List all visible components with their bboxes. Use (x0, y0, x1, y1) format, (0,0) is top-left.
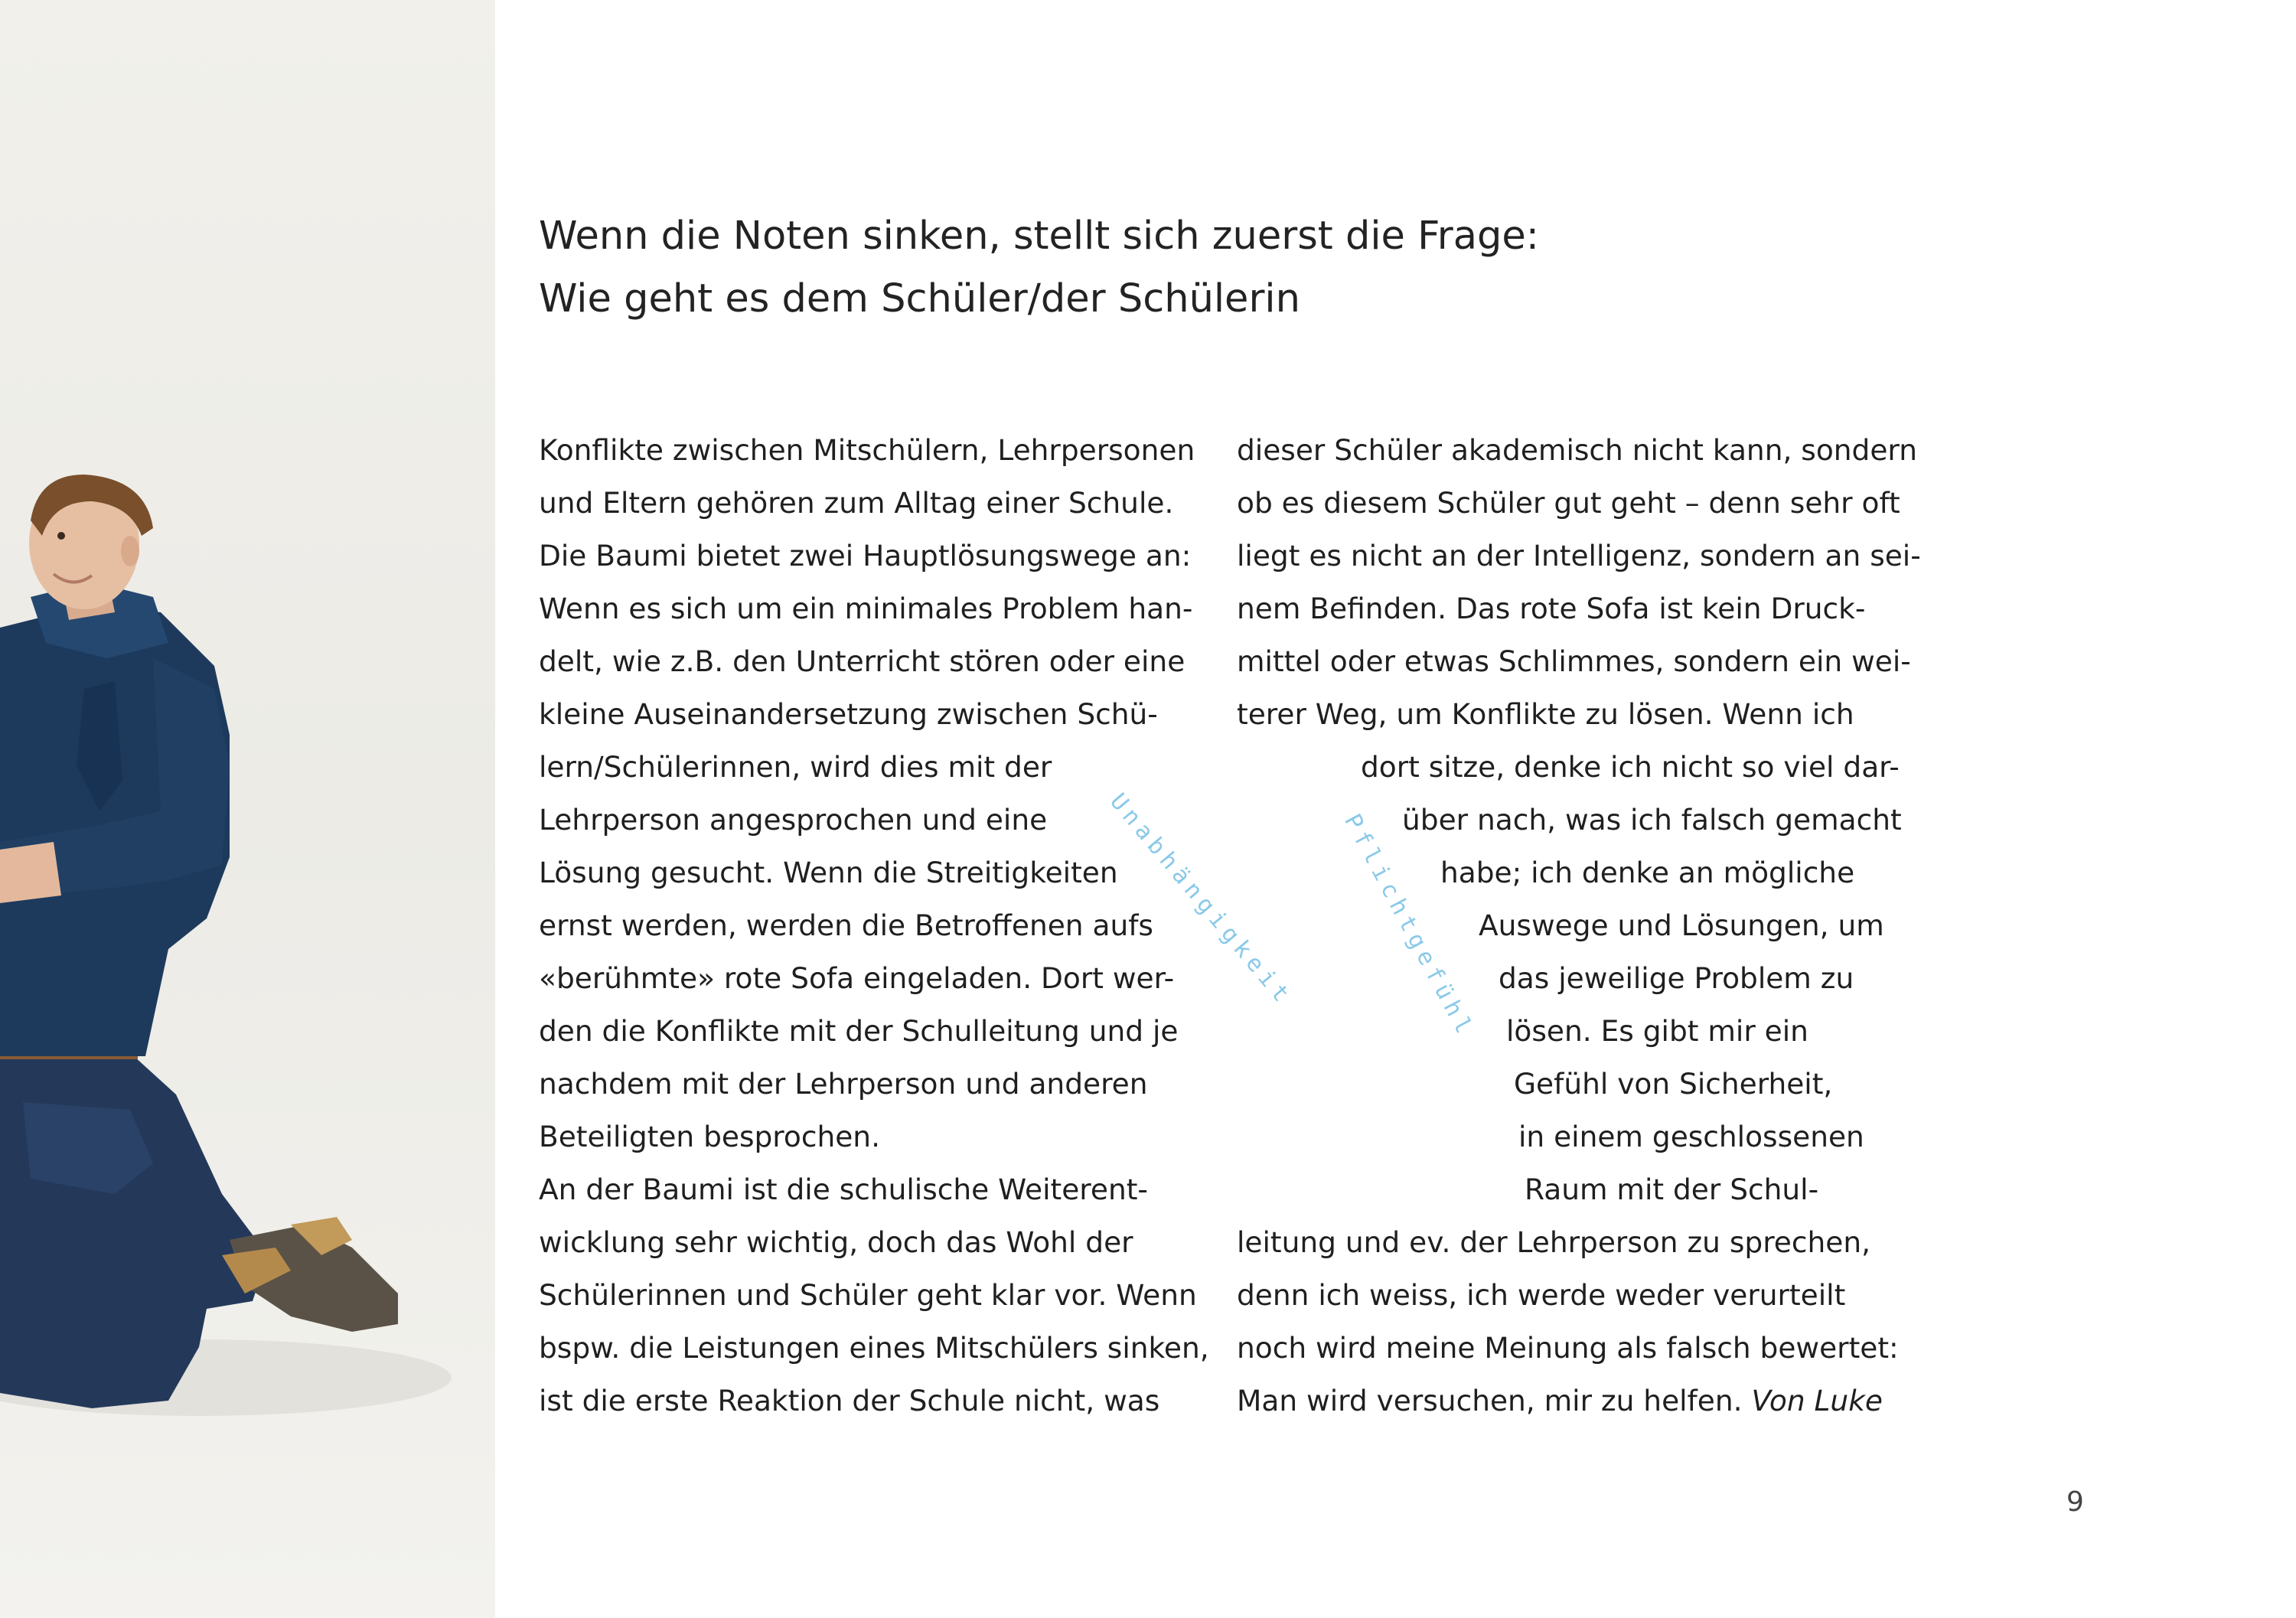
decor-word-pflichtgefuehl: Pflichtgefühl (1339, 810, 1479, 1043)
paragraph-line: Beteiligten besprochen. (539, 1120, 880, 1153)
decor-word-unabhaengigkeit: Unabhängigkeit (1104, 788, 1298, 1012)
paragraph-line: ist die erste Reaktion der Schule nicht, was (539, 1384, 1160, 1417)
paragraph-line: ob es diesem Schüler gut geht – denn sehr oft (1237, 486, 1900, 520)
page-number: 9 (2066, 1486, 2084, 1518)
paragraph-line: delt, wie z.B. den Unterricht stören oder eine (539, 644, 1186, 678)
paragraph-line: Schülerinnen und Schüler geht klar vor. Wenn (539, 1278, 1197, 1312)
author-credit: Von Luke (1751, 1384, 1883, 1417)
paragraph-line: über nach, was ich falsch gemacht (1402, 803, 1902, 837)
paragraph-line: bspw. die Leistungen eines Mitschülers sinken, (539, 1331, 1209, 1365)
paragraph-line: An der Baumi ist die schulische Weiterent- (539, 1173, 1148, 1206)
paragraph-line: Konflikte zwischen Mitschülern, Lehrpersonen (539, 433, 1195, 467)
paragraph-line: nem Befinden. Das rote Sofa ist kein Druck- (1237, 592, 1866, 625)
eye (57, 532, 65, 540)
paragraph-line: lösen. Es gibt mir ein (1506, 1014, 1808, 1048)
paragraph-line: terer Weg, um Konflikte zu lösen. Wenn ich (1237, 697, 1854, 731)
paragraph-line: «berühmte» rote Sofa eingeladen. Dort wer- (539, 961, 1175, 995)
paragraph-line: Die Baumi bietet zwei Hauptlösungswege an: (539, 539, 1192, 572)
paragraph-line: Wenn es sich um ein minimales Problem han- (539, 592, 1193, 625)
title-line-1: Wenn die Noten sinken, stellt sich zuerst die Frage: (539, 214, 1539, 259)
paragraph-line: kleine Auseinandersetzung zwischen Schü- (539, 697, 1158, 731)
paragraph-line-last (1237, 1375, 1883, 1427)
paragraph-line: dort sitze, denke ich nicht so viel dar- (1361, 750, 1900, 784)
photo-panel (0, 0, 495, 1618)
paragraph-line: noch wird meine Meinung als falsch bewertet: (1237, 1331, 1899, 1365)
paragraph-line: leitung und ev. der Lehrperson zu sprechen, (1237, 1225, 1871, 1259)
paragraph-line: denn ich weiss, ich werde weder verurteilt (1237, 1278, 1846, 1312)
paragraph-line: den die Konflikte mit der Schulleitung und je (539, 1014, 1179, 1048)
paragraph-line: und Eltern gehören zum Alltag einer Schule. (539, 486, 1174, 520)
paragraph-line: mittel oder etwas Schlimmes, sondern ein wei- (1237, 644, 1911, 678)
paragraph-line: wicklung sehr wichtig, doch das Wohl der (539, 1225, 1133, 1259)
ear (121, 536, 139, 566)
paragraph-line: nachdem mit der Lehrperson und anderen (539, 1067, 1148, 1101)
paragraph-line: ernst werden, werden die Betroffenen aufs (539, 908, 1153, 942)
paragraph-line: in einem geschlossenen (1518, 1120, 1864, 1153)
paragraph-line: dieser Schüler akademisch nicht kann, sondern (1237, 433, 1917, 467)
paragraph-line: das jeweilige Problem zu (1499, 961, 1854, 995)
closing-sentence: Man wird versuchen, mir zu helfen. (1237, 1384, 1743, 1417)
paragraph-line: Lehrperson angesprochen und eine (539, 803, 1048, 837)
paragraph-line: Gefühl von Sicherheit, (1514, 1067, 1833, 1101)
page-title (539, 205, 1840, 331)
paragraph-line: Auswege und Lösungen, um (1479, 908, 1884, 942)
title-line-2: Wie geht es dem Schüler/der Schülerin (539, 276, 1300, 321)
paragraph-line: Lösung gesucht. Wenn die Streitigkeiten (539, 856, 1118, 889)
paragraph-line: habe; ich denke an mögliche (1440, 856, 1855, 889)
paragraph-line: lern/Schülerinnen, wird dies mit der (539, 750, 1052, 784)
paragraph-line: Raum mit der Schul- (1525, 1173, 1819, 1206)
student-photo (0, 0, 495, 1618)
paragraph-line: liegt es nicht an der Intelligenz, sondern an sei- (1237, 539, 1921, 572)
hand (0, 842, 61, 903)
